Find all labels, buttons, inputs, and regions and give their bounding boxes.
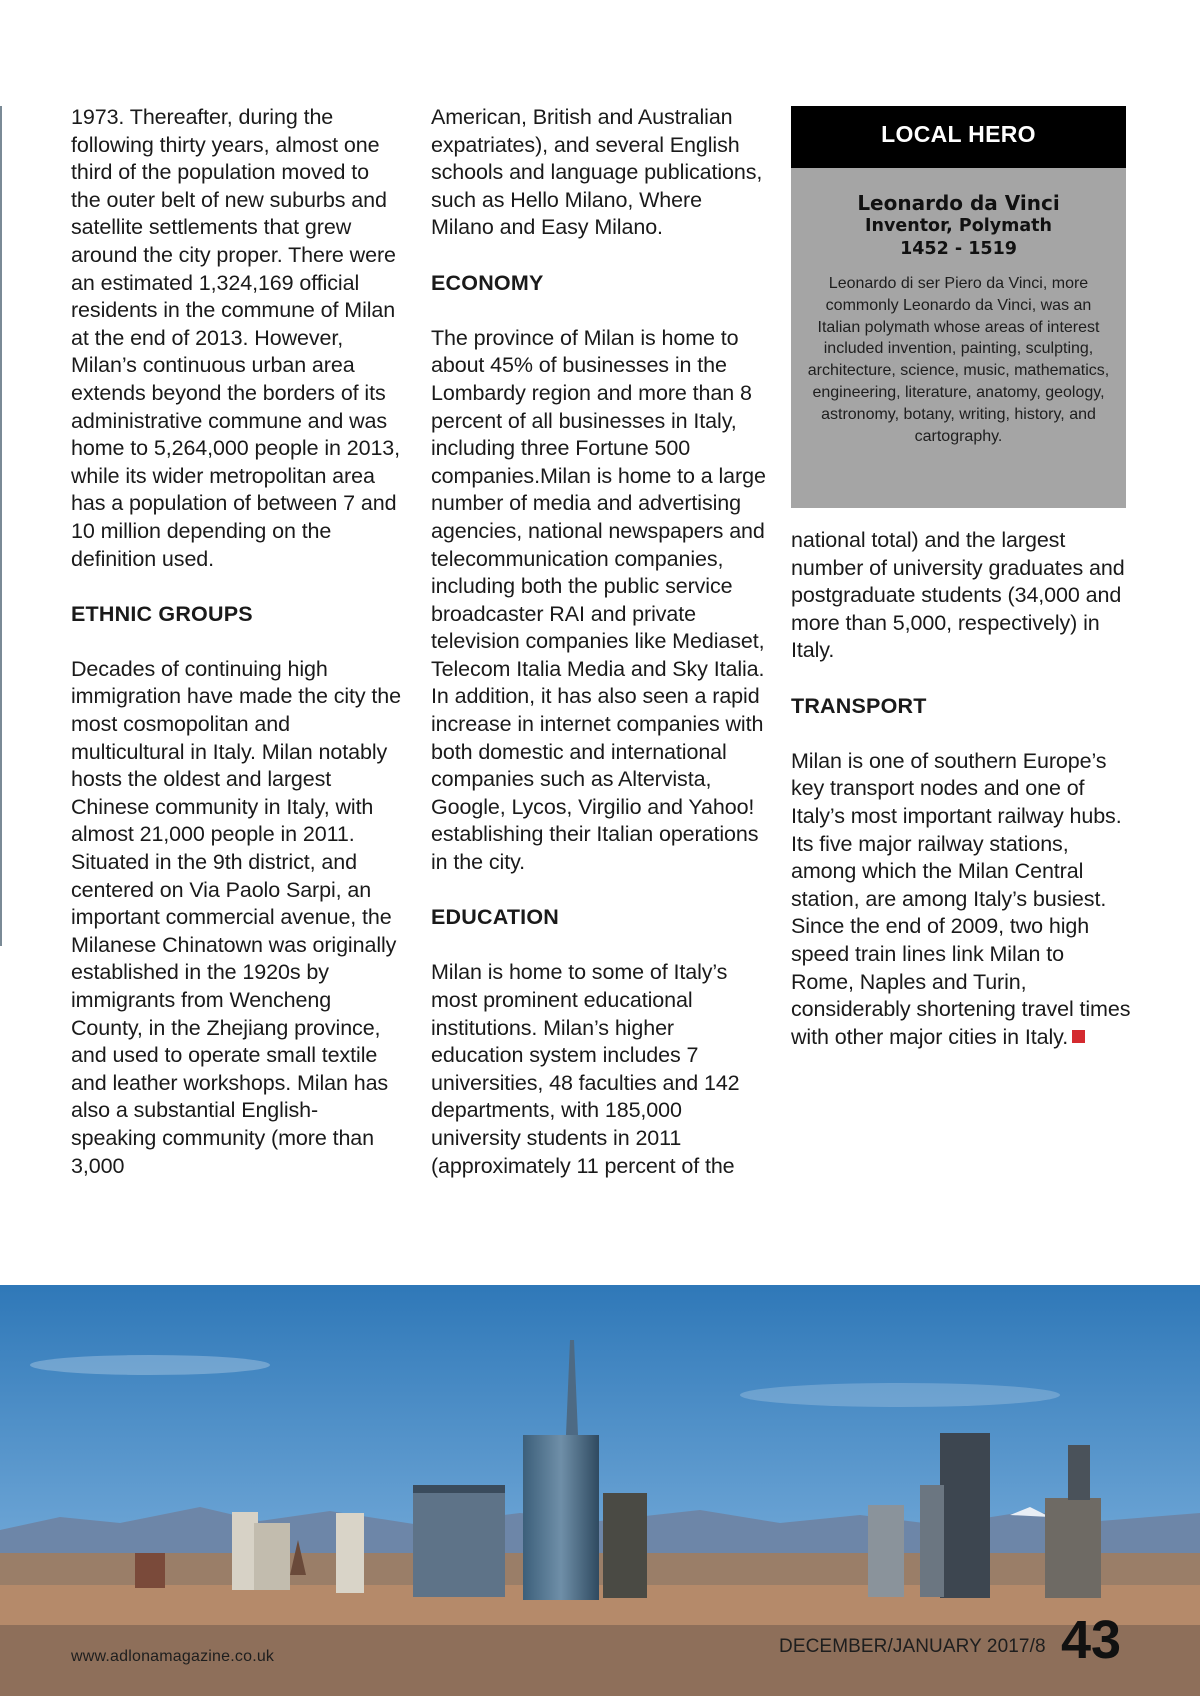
article-column-1 bbox=[71, 104, 401, 1208]
hero-years: 1452 - 1519 bbox=[900, 239, 1017, 259]
section-heading-transport: TRANSPORT bbox=[791, 693, 927, 718]
section-heading-economy: ECONOMY bbox=[431, 270, 544, 295]
page-number: 43 bbox=[1061, 1610, 1122, 1670]
unicredit-tower bbox=[523, 1435, 599, 1600]
vertical-forest-tower bbox=[603, 1493, 647, 1598]
footer-website[interactable]: www.adlonamagazine.co.uk bbox=[71, 1648, 275, 1665]
milan-skyline-photo bbox=[0, 1285, 1200, 1696]
sidebar-title: LOCAL HERO bbox=[791, 106, 1126, 168]
building bbox=[868, 1505, 904, 1597]
cloud bbox=[740, 1383, 1060, 1407]
body-paragraph: 1973. Thereafter, during the following thirty years, almost one third of the population moved to the outer belt of new suburbs and satellite settlements that grew around the city proper. There were an estimated 1,324,169 official residents in the commune of Milan at the end of 2013. However, Milan’s continuous urban area extends beyond the borders of its administrative commune and was home to 5,264,000 people in 2013, while its wider metropolitan area has a population of between 7 and 10 million depending on the definition used. bbox=[71, 105, 401, 571]
article-column-2 bbox=[431, 104, 766, 1208]
hero-role: Inventor, Polymath bbox=[864, 216, 1052, 236]
building bbox=[1045, 1498, 1101, 1598]
skyline-illustration bbox=[0, 1285, 1200, 1696]
article-end-mark-icon bbox=[1072, 1030, 1085, 1043]
section-heading-ethnic-groups: ETHNIC GROUPS bbox=[71, 601, 253, 626]
cloud bbox=[30, 1355, 270, 1375]
body-paragraph: Milan is home to some of Italy’s most prominent educational institutions. Milan’s higher education system includes 7 universities, 48 faculties and 142 departments, with 185,000 university students in 2011 (approximately 11 percent of the bbox=[431, 960, 740, 1178]
footer-issue-date: DECEMBER/JANUARY 2017/8 bbox=[779, 1636, 1046, 1657]
hero-name: Leonardo da Vinci bbox=[857, 191, 1060, 215]
body-paragraph: Decades of continuing high immigration have made the city the most cosmopolitan and multicultural in Italy. Milan notably hosts the oldest and largest Chinese community in Italy, with almost 21,000 people in 2011. Situated in the 9th district, and centered on Via Paolo Sarpi, an important commercial avenue, the Milanese Chinatown was originally established in the 1920s by immigrants from Wencheng County, in the Zhejiang province, and used to operate small textile and leather workshops. Milan has also a substantial English-speaking community (more than 3,000 bbox=[71, 656, 402, 1178]
building bbox=[920, 1485, 944, 1597]
body-paragraph: national total) and the largest number of university graduates and postgraduate students (34,000 and more than 5,000, respectively) in Italy. bbox=[791, 528, 1125, 663]
page-edge-line bbox=[0, 106, 2, 946]
body-paragraph: American, British and Australian expatriates), and several English schools and language publications, such as Hello Milano, Where Milano and Easy Milano. bbox=[431, 105, 763, 240]
section-heading-education: EDUCATION bbox=[431, 905, 560, 930]
building bbox=[336, 1513, 364, 1593]
local-hero-sidebar bbox=[791, 106, 1126, 508]
building bbox=[135, 1553, 165, 1588]
body-paragraph-final bbox=[791, 748, 1131, 1052]
tower bbox=[940, 1433, 990, 1598]
building bbox=[254, 1523, 290, 1590]
building bbox=[413, 1485, 505, 1597]
tower bbox=[1068, 1445, 1090, 1500]
article-column-3 bbox=[791, 527, 1131, 1079]
hero-bio: Leonardo di ser Piero da Vinci, more commonly Leonardo da Vinci, was an Italian polymath whose areas of interest included invention, painting, sculpting, architecture, science, music, mathematics, engineering, literature, anatomy, geology, astronomy, botany, writing, history, and cartography. bbox=[807, 275, 1110, 445]
building-top bbox=[413, 1485, 505, 1493]
body-paragraph-text: Milan is one of southern Europe’s key transport nodes and one of Italy’s most important railway hubs. Its five major railway stations, among which the Milan Central station, are among Italy’s busiest. Since the end of 2009, two high speed train lines link Milan to Rome, Naples and Turin, considerably shortening travel times with other major cities in Italy. bbox=[791, 748, 1131, 1049]
body-paragraph: The province of Milan is home to about 45% of businesses in the Lombardy region and more than 8 percent of all businesses in Italy, including three Fortune 500 companies.Milan is home to a large number of media and advertising agencies, national newspapers and telecommunication companies, including both the public service broadcaster RAI and private television companies like Mediaset, Telecom Italia Media and Sky Italia. In addition, it has also seen a rapid increase in internet companies with both domestic and international companies such as Altervista, Google, Lycos, Virgilio and Yahoo! establishing their Italian operations in the city. bbox=[431, 325, 766, 875]
